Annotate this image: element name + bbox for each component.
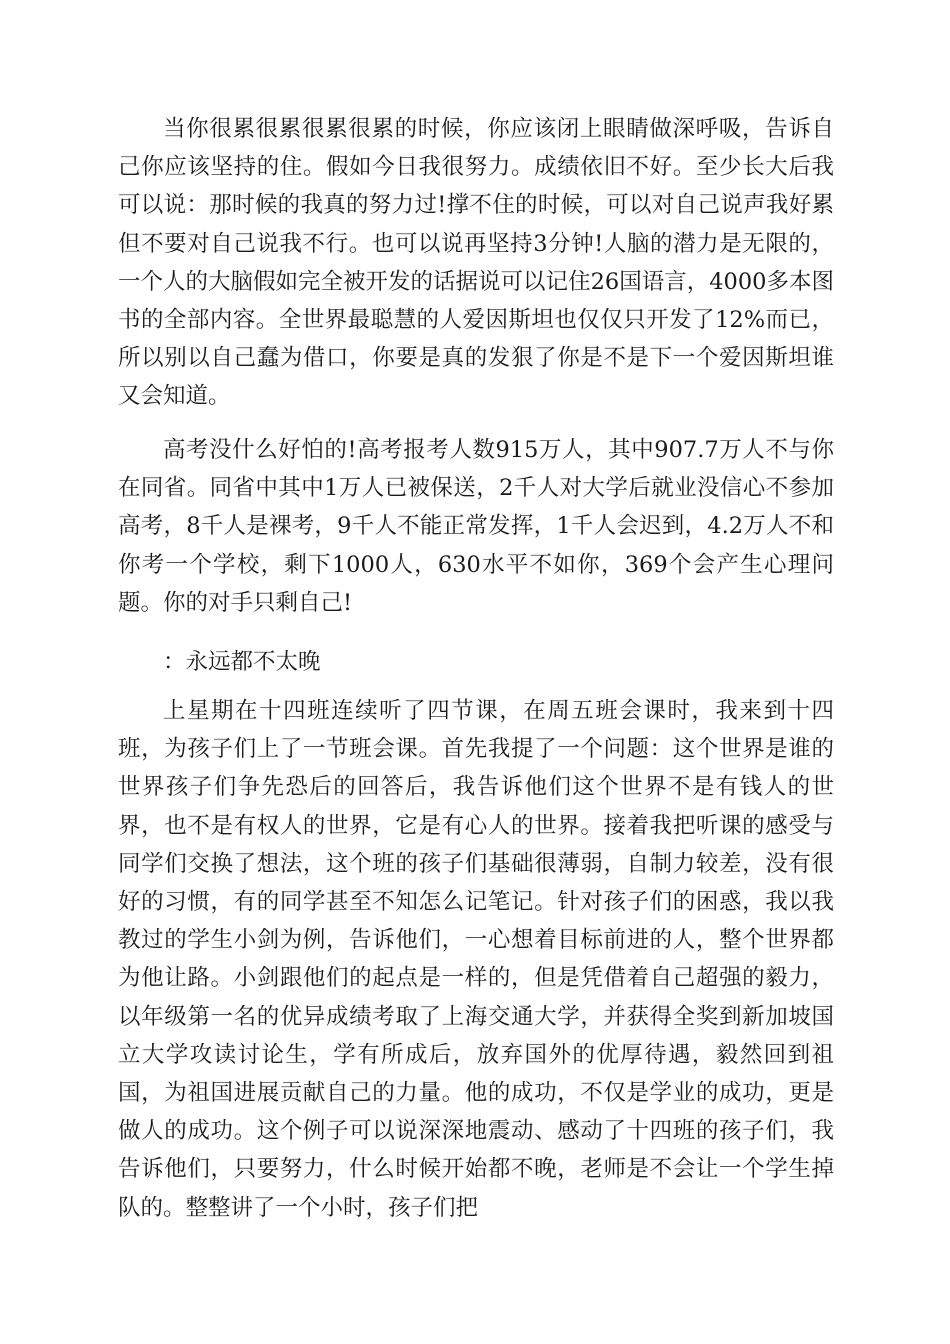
- paragraph-exam-statistics: 高考没什么好怕的!高考报考人数915万人，其中907.7万人不与你在同省。同省中其中1万人已被保送，2千人对大学后就业没信心不参加高考，8千人是裸考，9千人不能正常发挥，1千人会迟到，4.2万人不和你考一个学校，剩下1000人，630水平不如你，369个会产生心理问题。你的对手只剩自己!: [118, 437, 834, 616]
- paragraph-persistence: 当你很累很累很累很累的时候，你应该闭上眼睛做深呼吸，告诉自己你应该坚持的住。假如今日我很努力。成绩依旧不好。至少长大后我可以说：那时候的我真的努力过!撑不住的时候，可以对自己说声我好累但不要对自己说我不行。也可以说再坚持3分钟!人脑的潜力是无限的，一个人的大脑假如完全被开发的话据说可以记住26国语言，4000多本图书的全部内容。全世界最聪慧的人爱因斯坦也仅仅只开发了12%而已，所以别以自己蠢为借口，你要是真的发狠了你是不是下一个爱因斯坦谁又会知道。: [118, 116, 834, 410]
- paragraph-class-meeting: 上星期在十四班连续听了四节课，在周五班会课时，我来到十四班，为孩子们上了一节班会课。首先我提了一个问题：这个世界是谁的世界孩子们争先恐后的回答后，我告诉他们这个世界不是有钱人的世界，也不是有权人的世界，它是有心人的世界。接着我把听课的感受与同学们交换了想法，这个班的孩子们基础很薄弱，自制力较差，没有很好的习惯，有的同学甚至不知怎么记笔记。针对孩子们的困惑，我以我教过的学生小剑为例，告诉他们，一心想着目标前进的人，整个世界都为他让路。小剑跟他们的起点是一样的，但是凭借着自己超强的毅力，以年级第一名的优异成绩考取了上海交通大学，并获得全奖到新加坡国立大学攻读讨论生，学有所成后，放弃国外的优厚待遇，毅然回到祖国，为祖国进展贡献自己的力量。他的成功，不仅是学业的成功，更是做人的成功。这个例子可以说深深地震动、感动了十四班的孩子们，我告诉他们，只要努力，什么时候开始都不晚，老师是不会让一个学生掉队的。整整讲了一个小时，孩子们把: [118, 698, 834, 1221]
- section-heading: ：永远都不太晚: [163, 649, 321, 675]
